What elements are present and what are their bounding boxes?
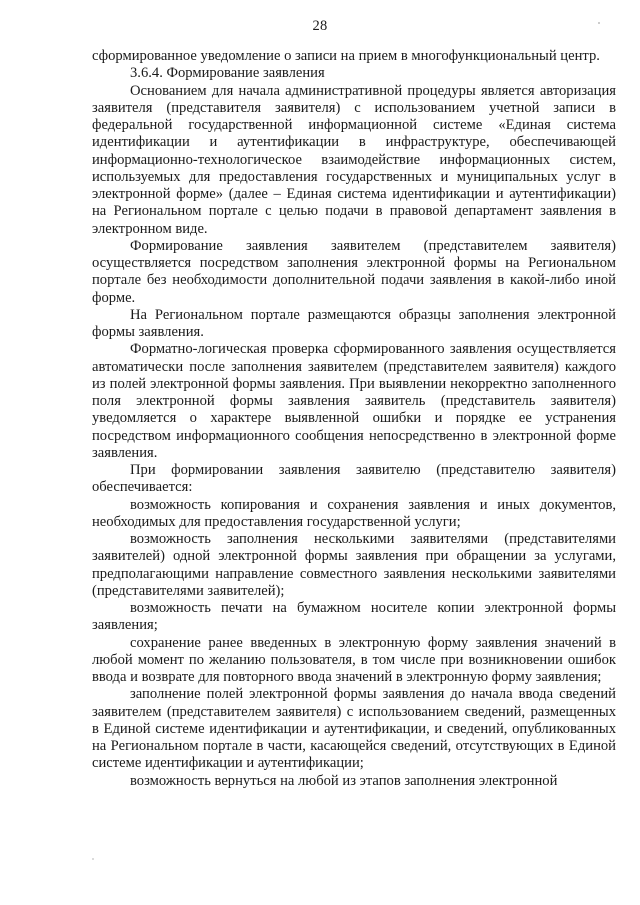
list-item: возможность копирования и сохранения заявления и иных документов, необходимых для предоставления государственной услуги; (92, 496, 616, 530)
paragraph: Форматно-логическая проверка сформированного заявления осуществляется автоматически после заполнения заявителем (представителем заявителя) каждого из полей электронной формы заявления. При выявлении некорректно заполненного поля электронной формы заявления заявитель (представитель заявителя) уведомляется о характере выявленной ошибки и порядке ее устранения посредством информационного сообщения непосредственно в электронной форме заявления. (92, 341, 616, 461)
paragraph: Формирование заявления заявителем (представителем заявителя) осуществляется посредством заполнения электронной формы на Региональном портале без необходимости дополнительной подачи заявления в какой-либо иной форме. (92, 237, 616, 306)
paragraph-continuation: сформированное уведомление о записи на прием в многофункциональный центр. (92, 48, 600, 64)
section-heading: 3.6.4. Формирование заявления (130, 65, 325, 82)
list-item: заполнение полей электронной формы заявления до начала ввода сведений заявителем (представителем заявителя) с использованием сведений, размещенных в Единой системе идентификации и аутентификации, и сведений, опубликованных на Региональном портале в части, касающейся сведений, отсутствующих в Единой системе идентификации и аутентификации; (92, 686, 616, 772)
page-number: 28 (312, 18, 328, 34)
list-item: возможность заполнения несколькими заявителями (представителями заявителей) одной электронной формы заявления при обращении за услугами, предполагающими направление совместного заявления несколькими заявителями (представителями заявителей); (92, 531, 616, 599)
list-item: сохранение ранее введенных в электронную форму заявления значений в любой момент по желанию пользователя, в том числе при возникновении ошибок ввода и возврате для повторного ввода значений в электронную форму заявления; (92, 634, 616, 685)
paragraph: При формировании заявления заявителю (представителю заявителя) обеспечивается: (92, 462, 616, 496)
paragraph: На Региональном портале размещаются образцы заполнения электронной формы заявления. (92, 306, 616, 340)
paragraph: Основанием для начала административной процедуры является авторизация заявителя (представителя заявителя) с использованием учетной записи в федеральной государственной информационной системе «Единая система идентификации и аутентификации в инфраструктуре, обеспечивающей информационно-технологическое взаимодействие информационных систем, используемых для предоставления государственных и муниципальных услуг в электронной форме» (далее – Единая система идентификации и аутентификации) на Региональном портале с целью подачи в правовой департамент заявления в электронном виде. (92, 82, 616, 237)
scan-speck (598, 22, 600, 24)
list-item: возможность вернуться на любой из этапов заполнения электронной (130, 772, 558, 789)
scan-speck (92, 858, 94, 860)
list-item: возможность печати на бумажном носителе копии электронной формы заявления; (92, 600, 616, 634)
body-text (92, 48, 616, 790)
